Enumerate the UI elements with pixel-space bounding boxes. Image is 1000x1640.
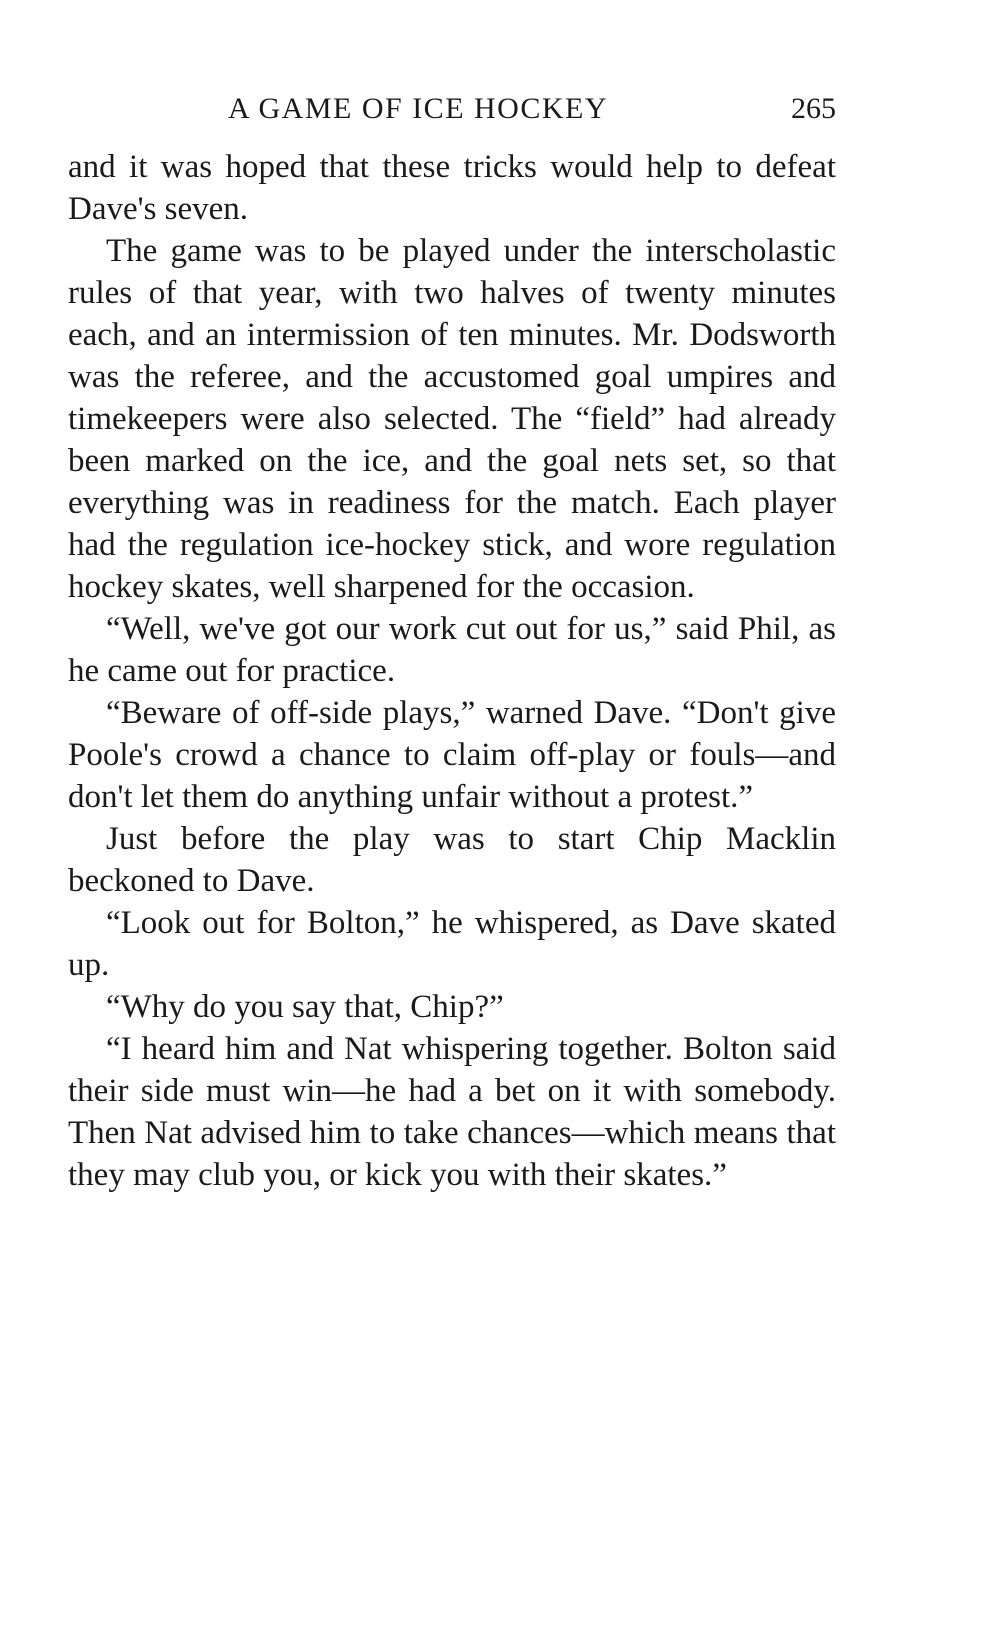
paragraph: “Well, we've got our work cut out for us,” said Phil, as he came out for practice.	[68, 611, 836, 689]
paragraph: “Why do you say that, Chip?”	[106, 989, 504, 1025]
paragraph: “Look out for Bolton,” he whispered, as Dave skated up.	[68, 905, 836, 983]
body-text	[68, 146, 836, 1196]
paragraph: The game was to be played under the interscholastic rules of that year, with two halves of twenty minutes each, and an intermission of ten minutes. Mr. Dodsworth was the referee, and the accustomed goal umpires and timekeepers were also selected. The “field” had already been marked on the ice, and the goal nets set, so that everything was in readiness for the match. Each player had the regulation ice-hockey stick, and wore regulation hockey skates, well sharpened for the occasion.	[68, 233, 836, 605]
page-number: 265	[791, 92, 836, 125]
paragraph: “I heard him and Nat whispering together. Bolton said their side must win—he had a bet on it with somebody. Then Nat advised him to take chances—which means that they may club you, or kick you with their skates.”	[68, 1031, 836, 1193]
paragraph: “Beware of off-side plays,” warned Dave. “Don't give Poole's crowd a chance to claim off-play or fouls—and don't let them do anything unfair without a protest.”	[68, 695, 836, 815]
running-head	[68, 92, 836, 136]
paragraph: Just before the play was to start Chip Macklin beckoned to Dave.	[68, 821, 836, 899]
book-page	[68, 92, 836, 1196]
running-title: A GAME OF ICE HOCKEY	[228, 92, 609, 125]
paragraph: and it was hoped that these tricks would help to defeat Dave's seven.	[68, 149, 836, 227]
